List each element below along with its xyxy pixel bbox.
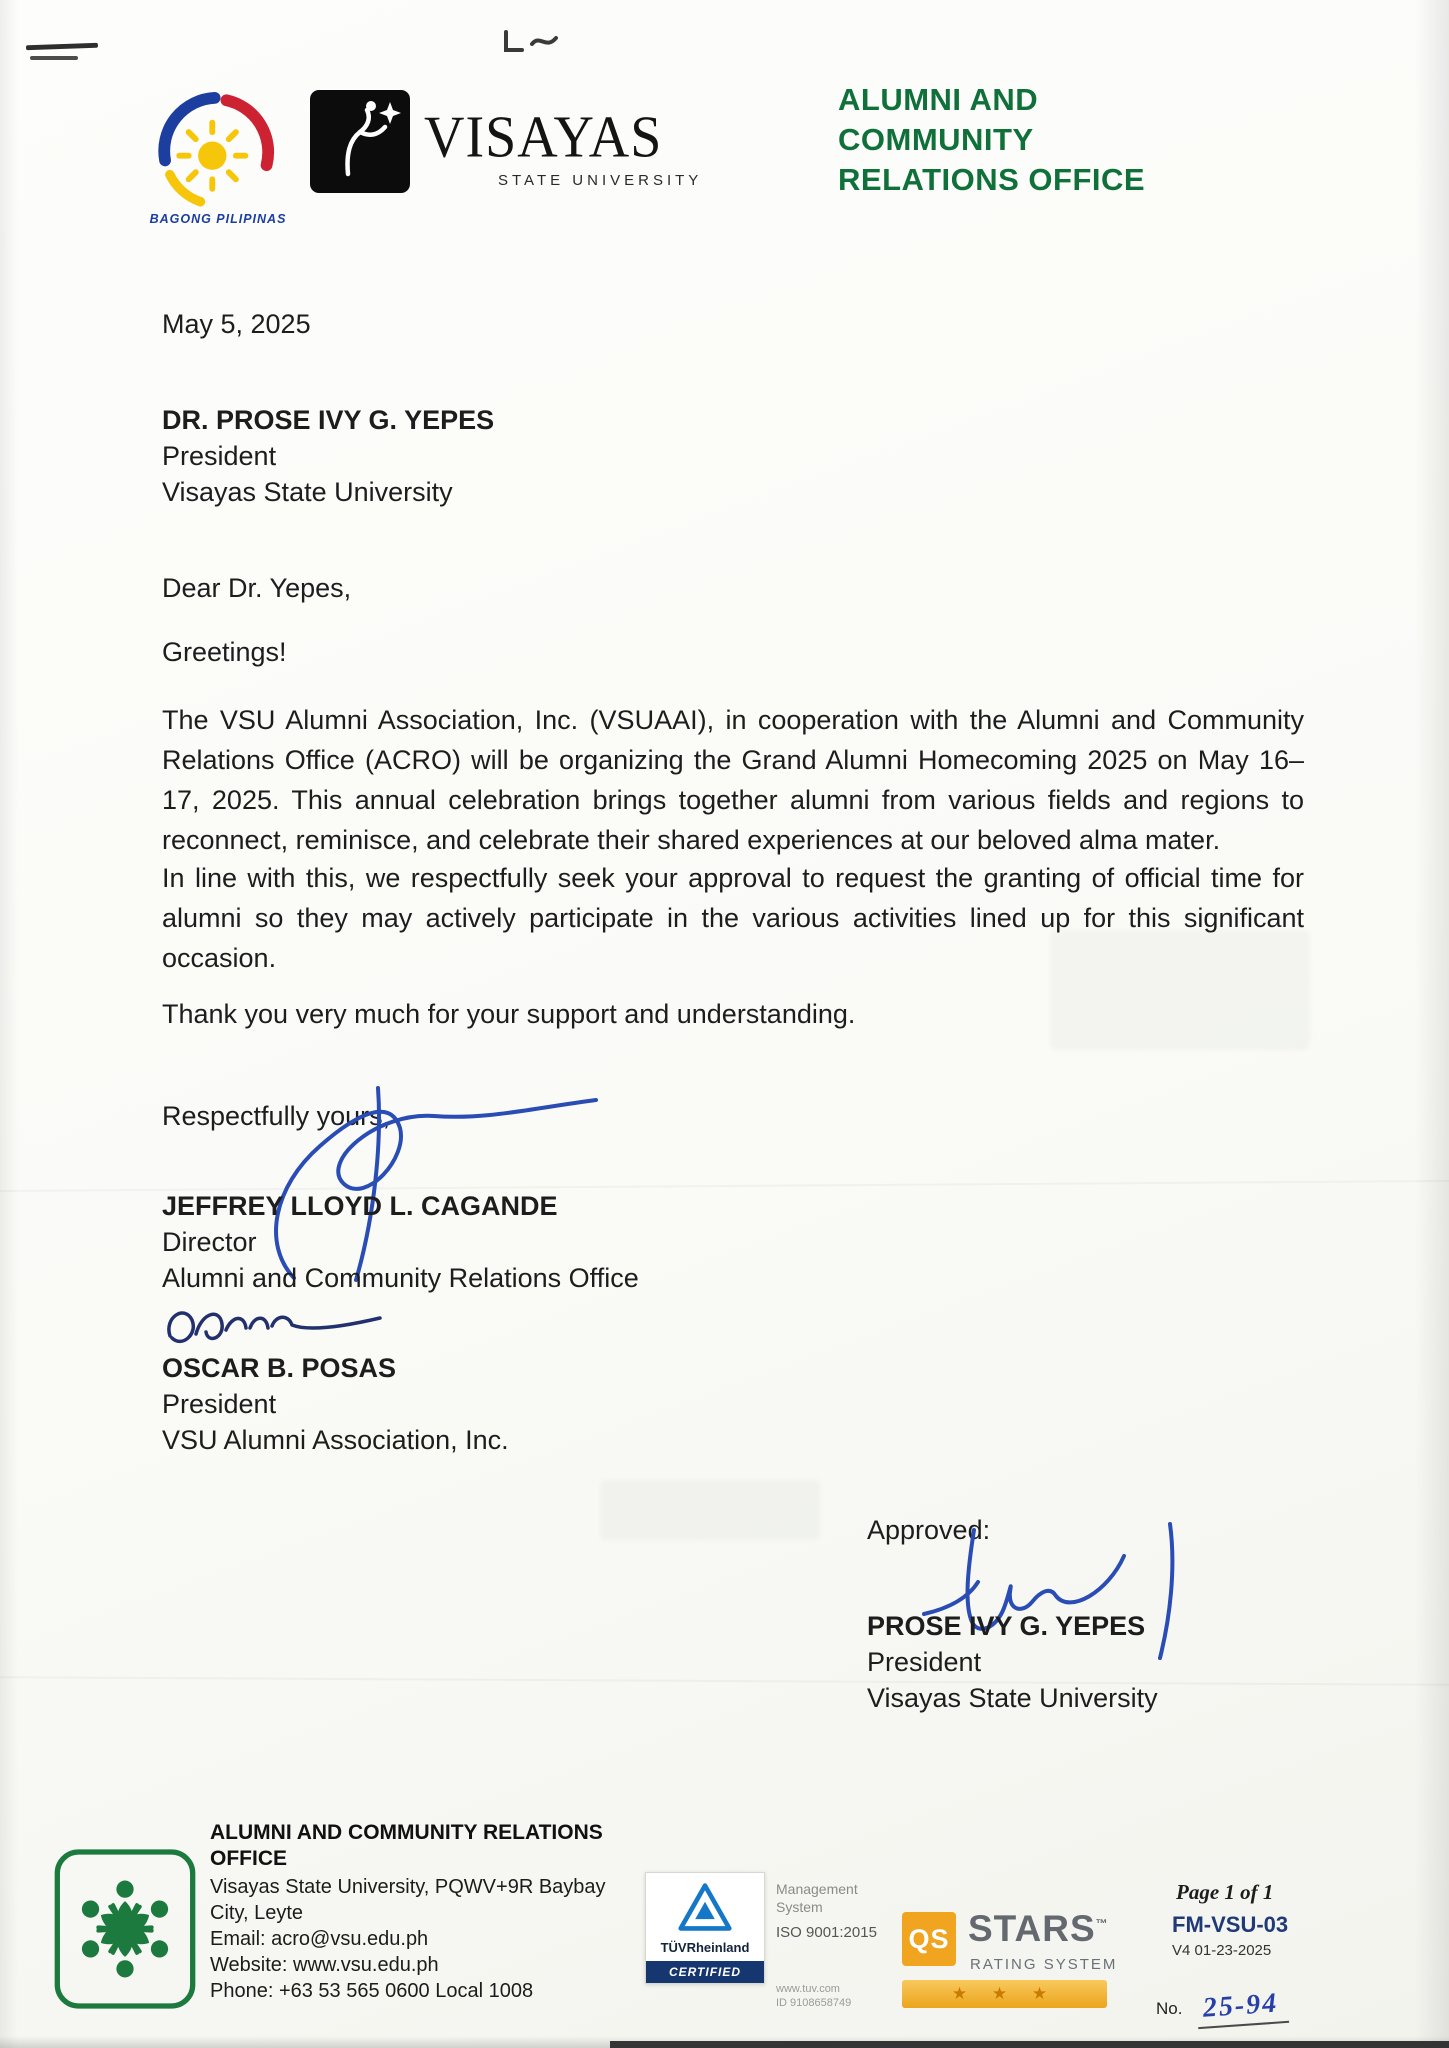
signature-vsuaai-president [156, 1294, 386, 1356]
qs-logo: QS [902, 1912, 956, 1966]
qs-stars-row: ★ ★ ★ [902, 1980, 1107, 2008]
tuv-id-block [776, 1982, 851, 2010]
letter-date: May 5, 2025 [162, 309, 311, 339]
tuv-brand-label: TÜVRheinland [660, 1940, 750, 1955]
approved-label: Approved: [867, 1515, 991, 1545]
footer-address: Visayas State University, PQWV+9R Baybay City, Leyte [210, 1876, 606, 1924]
approver-block [867, 1608, 1158, 1716]
doc-number-row [1156, 1987, 1288, 2026]
tuv-triangle-icon [676, 1881, 734, 1933]
qs-trademark: ™ [1095, 1916, 1109, 1931]
page-number: Page 1 of 1 [1176, 1880, 1274, 1904]
letter-paragraph-1: The VSU Alumni Association, Inc. (VSUAAI), in cooperation with the Alumni and Community Relations Office (ACRO) will be organizing the Grand Alumni Homecoming 2025 on May 16–17, 2025. This annual celebration brings together alumni from various fields and regions to reconnect, reminisce, and celebrate their shared experiences at our beloved alma mater. [162, 705, 1304, 855]
signatory1-title: Director [162, 1227, 257, 1257]
acro-logo [52, 1846, 198, 2012]
scan-shadow-left [0, 0, 18, 2048]
bagong-pilipinas-logo [158, 92, 276, 210]
signatory1-block [162, 1188, 639, 1296]
vsu-wordmark: VISAYAS [424, 105, 663, 171]
form-code: FM-VSU-03 [1172, 1912, 1289, 1937]
iso-code-label: ISO 9001:2015 [776, 1924, 877, 1941]
doc-number-handwritten: 25-94 [1196, 1987, 1290, 2029]
scan-edge-bottom [610, 2041, 1449, 2048]
letter-paragraph-2: In line with this, we respectfully seek your approval to request the granting of official time for alumni so they may actively participate in the various activities lined up for this significant occasion. [162, 863, 1304, 973]
qs-stars-wordmark [968, 1908, 1109, 1950]
approver-org: Visayas State University [867, 1683, 1158, 1713]
footer-office-block [210, 1820, 615, 2004]
tuv-id: ID 9108658749 [776, 1997, 852, 2009]
doc-number-label: No. [1156, 1999, 1183, 2018]
qs-rating-label: RATING SYSTEM [970, 1956, 1118, 1973]
office-title [838, 80, 1258, 200]
greeting-line: Greetings! [162, 637, 287, 667]
vsu-wordmark-subtitle: STATE UNIVERSITY [498, 172, 703, 189]
office-title-line1: ALUMNI AND [838, 82, 1039, 117]
footer-email: Email: acro@vsu.edu.ph [210, 1928, 429, 1950]
footer-website: Website: www.vsu.edu.ph [210, 1954, 439, 1976]
form-version: V4 01-23-2025 [1172, 1942, 1272, 1959]
iso-block [776, 1880, 896, 1941]
signatory1-name: JEFFREY LLOYD L. CAGANDE [162, 1191, 558, 1221]
signatory2-block [162, 1350, 509, 1458]
scan-artifact-topleft [26, 44, 102, 66]
tuv-certified-banner: CERTIFIED [646, 1961, 764, 1983]
letter-paragraph-3: Thank you very much for your support and understanding. [162, 999, 856, 1029]
signatory2-org: VSU Alumni Association, Inc. [162, 1425, 509, 1455]
tuv-url: www.tuv.com [776, 1983, 840, 1995]
tuv-certification-mark [645, 1872, 765, 1984]
iso-system-label: Management System [776, 1881, 858, 1915]
recipient-title: President [162, 441, 277, 471]
paper-crease [0, 1676, 1449, 1686]
recipient-block [162, 402, 494, 510]
office-title-line2: COMMUNITY [838, 122, 1034, 157]
signatory2-name: OSCAR B. POSAS [162, 1353, 397, 1383]
recipient-org: Visayas State University [162, 477, 453, 507]
recipient-name: DR. PROSE IVY G. YEPES [162, 405, 495, 435]
footer-office-name: ALUMNI AND COMMUNITY RELATIONS OFFICE [210, 1821, 603, 1870]
scan-artifact-squiggle [498, 26, 570, 62]
signatory2-title: President [162, 1389, 277, 1419]
qs-stars-text: STARS [968, 1908, 1096, 1949]
signatory1-org: Alumni and Community Relations Office [162, 1263, 639, 1293]
footer-office-info [210, 1874, 610, 2004]
approver-title: President [867, 1647, 982, 1677]
scan-shadow-right [1415, 0, 1449, 2048]
salutation: Dear Dr. Yepes, [162, 573, 352, 603]
vsu-logo [310, 90, 410, 193]
closing-line: Respectfully yours, [162, 1101, 391, 1131]
footer-phone: Phone: +63 53 565 0600 Local 1008 [210, 1980, 534, 2002]
bagong-pilipinas-label: BAGONG PILIPINAS [149, 212, 287, 226]
approver-name: PROSE IVY G. YEPES [867, 1611, 1146, 1641]
bleed-through-smudge [600, 1480, 820, 1540]
office-title-line3: RELATIONS OFFICE [838, 162, 1146, 197]
